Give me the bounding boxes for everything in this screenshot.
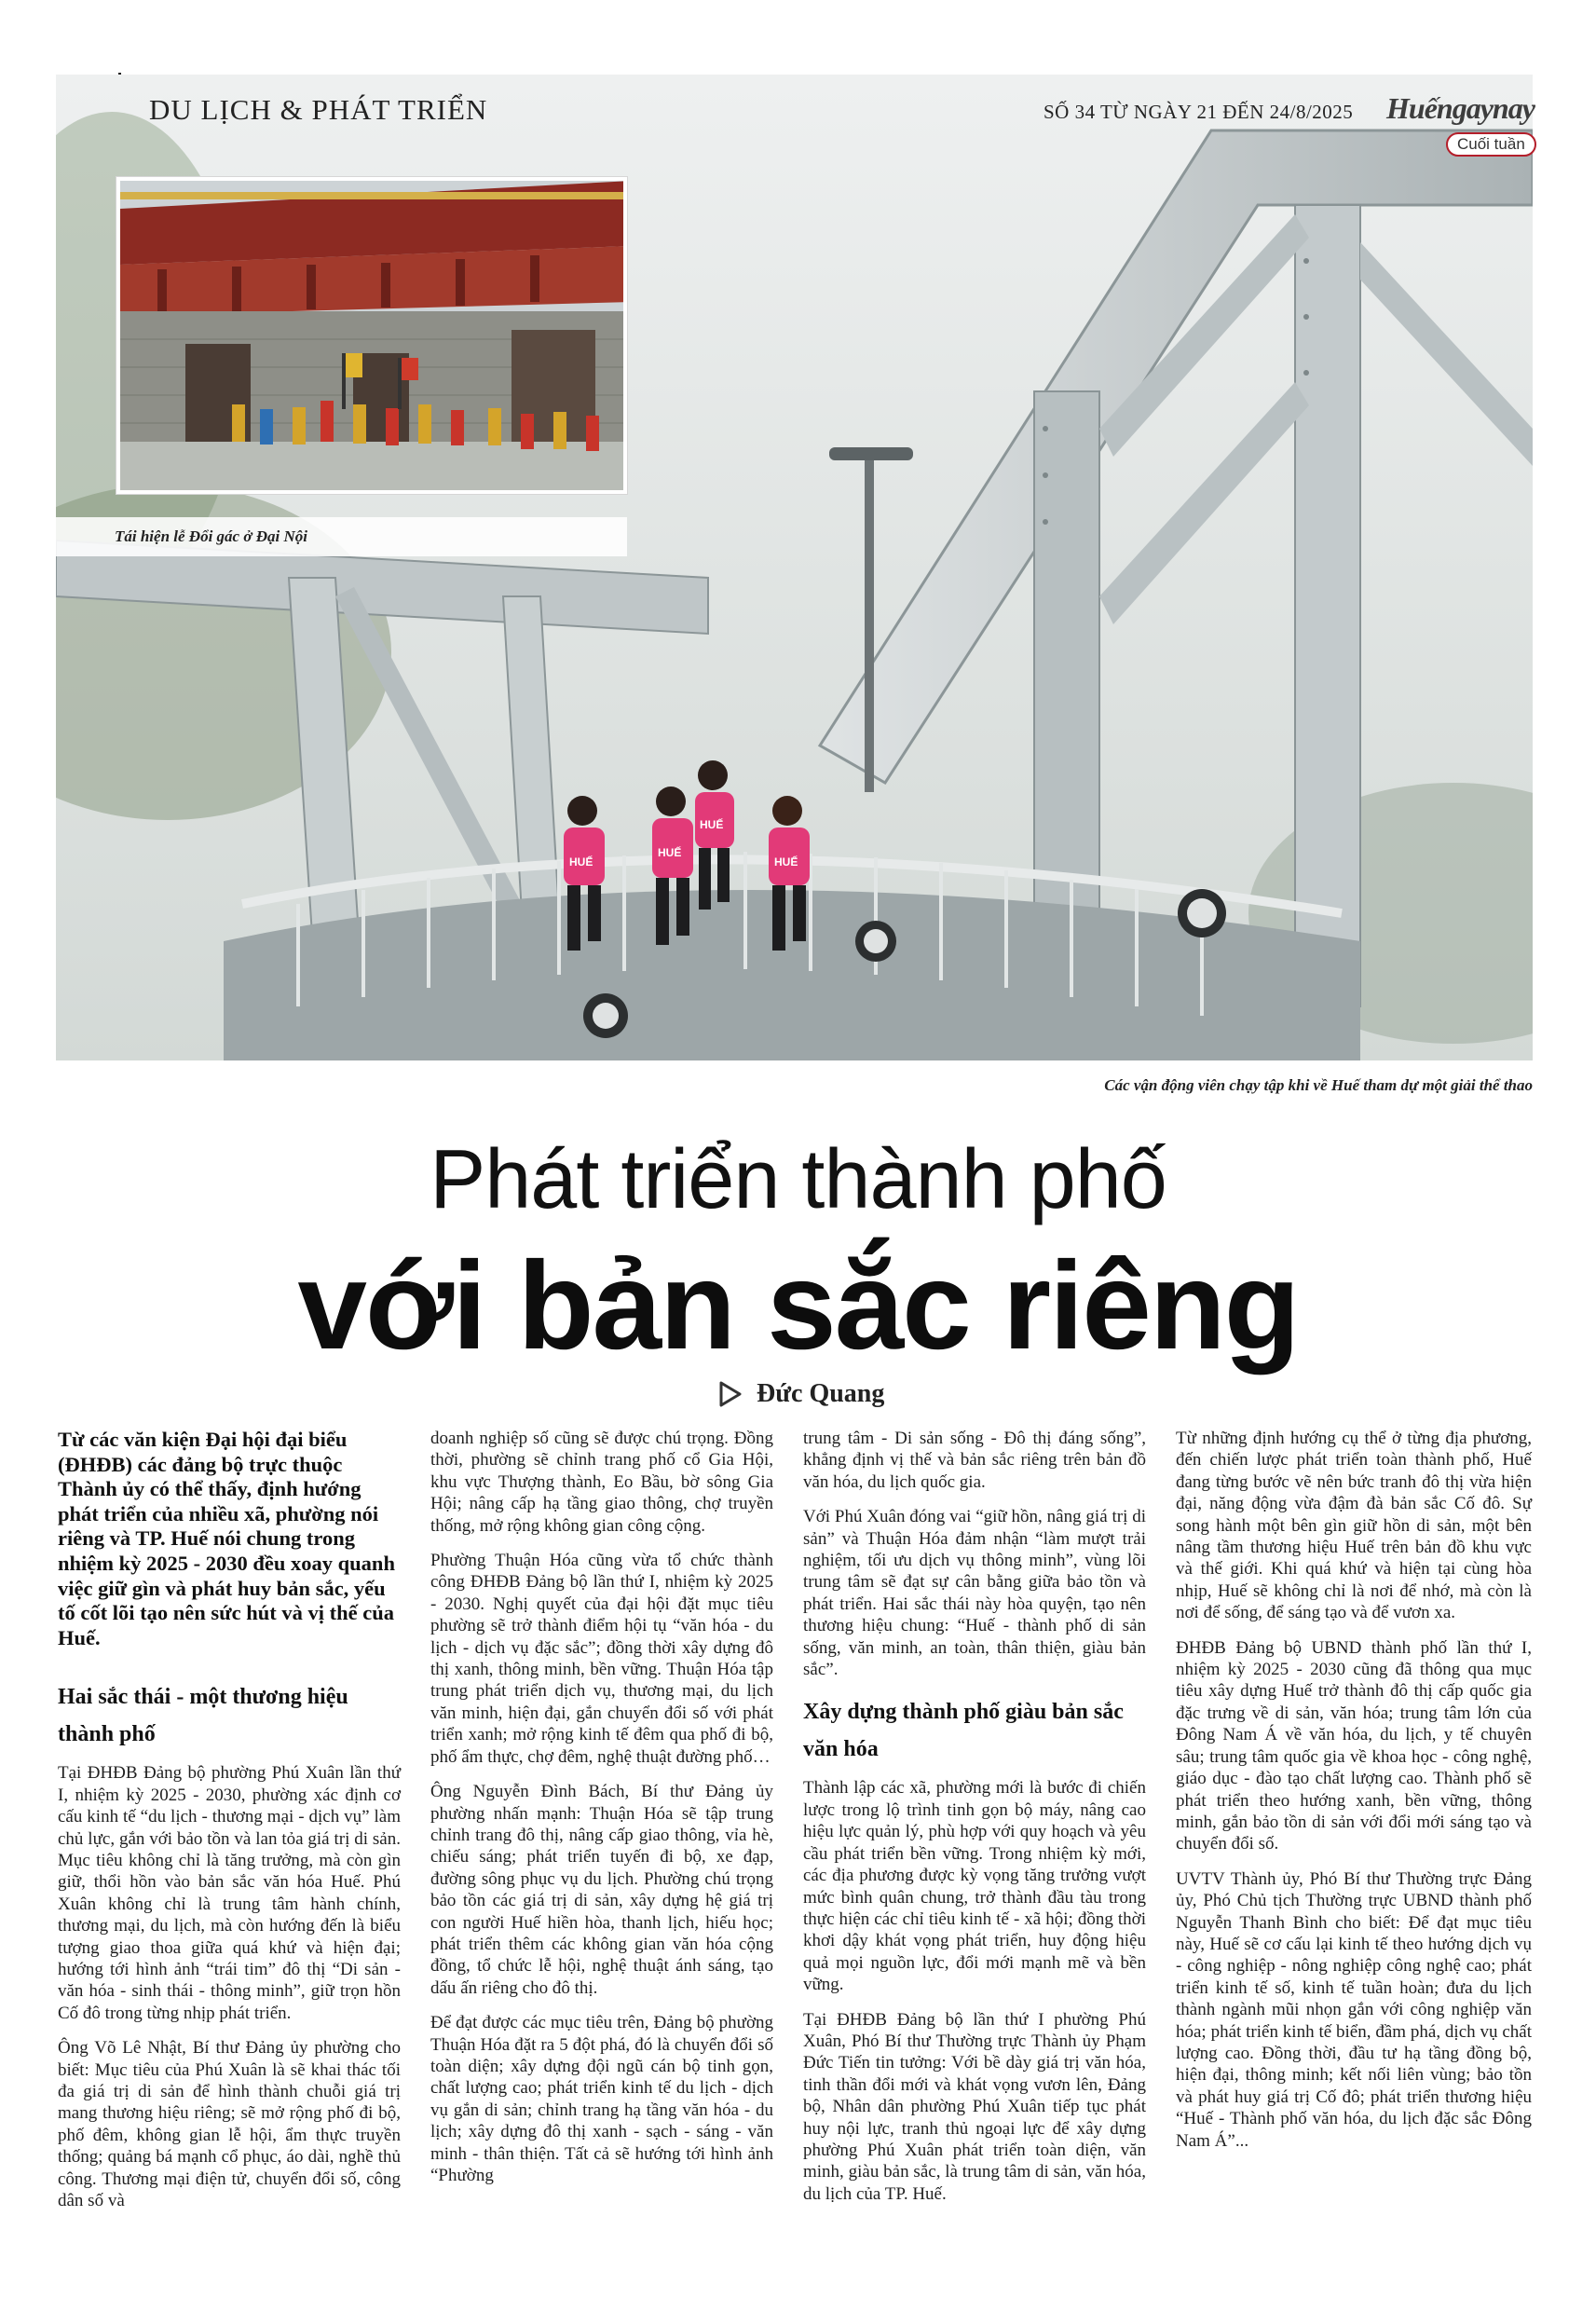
article-column-2 [430, 1428, 773, 2199]
paragraph: Tại ĐHĐB Đảng bộ phường Phú Xuân lần thứ I, nhiệm kỳ 2025 - 2030, phường xác định cơ cấu kinh tế “du lịch - thương mại - dịch vụ” làm chủ lực, gắn với bảo tồn và lan tỏa giá trị di sản. Mục tiêu không chỉ là tăng trưởng, mà còn gìn giữ, thổi hồn vào bản sắc văn hóa Huế. Phú Xuân không chỉ là trung tâm hành chính, thương mại, du lịch, mà còn hướng đến là biểu tượng giao thoa giữa quá khứ và hiện đại; hướng tới hình ảnh “trái tim” đô thị “Di sản - văn hóa - sinh thái - thông minh”, giữ trọn hồn Cố đô trong từng nhịp phát triển. [58, 1763, 401, 2023]
inset-photo-guard-ceremony [116, 177, 627, 494]
section-title: DU LỊCH & PHÁT TRIỂN [149, 93, 488, 126]
byline [717, 1379, 884, 1409]
subhead-1: Hai sắc thái - một thương hiệu thành phố [58, 1685, 348, 1747]
paragraph: Với Phú Xuân đóng vai “giữ hồn, nâng giá trị di sản” và Thuận Hóa đảm nhận “làm mượt trải nghiệm, tối ưu dịch vụ thông minh”, vùng lõi trung tâm sẽ đạt sự cân bằng giữa bảo tồn và phát triển. Hai sắc thái này hòa quyện, tạo nên thương hiệu chung: “Huế - thành phố di sản sống, văn minh, an toàn, thân thiện, giàu bản sắc”. [803, 1507, 1146, 1680]
paragraph: trung tâm - Di sản sống - Đô thị đáng sống”, khẳng định vị thế và bản sắc riêng trên bản đồ văn hóa, du lịch quốc gia. [803, 1429, 1146, 1492]
main-photo-caption: Các vận động viên chạy tập khi về Huế tham dự một giải thể thao [1104, 1076, 1533, 1094]
runner-shirt-text: HUẾ [774, 855, 798, 869]
issue-info: SỐ 34 TỪ NGÀY 21 ĐẾN 24/8/2025 [1044, 101, 1354, 123]
paragraph: Ông Nguyễn Đình Bách, Bí thư Đảng ủy phường nhấn mạnh: Thuận Hóa sẽ tập trung chỉnh trang đô thị, nâng cấp giao thông, vỉa hè, chiếu sáng; phát triển tuyến đi bộ, xe đạp, đường sông phục vụ du lịch. Phường chú trọng bảo tồn các giá trị di sản, xây dựng hệ giá trị con người Huế hiền hòa, thanh lịch, hiếu học; phát triển thêm các không gian văn hóa cộng đồng, tổ chức lễ hội, nghệ thuật ánh sáng, tạo dấu ấn riêng cho đô thị. [430, 1782, 773, 1998]
runner-shirt-text: HUẾ [569, 855, 593, 869]
paragraph: Ông Võ Lê Nhật, Bí thư Đảng ủy phường cho biết: Mục tiêu của Phú Xuân là sẽ khai thác tối đa giá trị di sản để hình thành chuỗi giá trị mang thương hiệu riêng; sẽ mở rộng phố đi bộ, phố đêm, không gian lễ hội, ẩm thực truyền thống; quảng bá mạnh cổ phục, áo dài, nghề thủ công. Thương mại điện tử, chuyển đổi số, công dân số và [58, 2038, 401, 2211]
masthead-logo: Huếngaynay [1386, 91, 1535, 125]
paragraph: ĐHĐB Đảng bộ UBND thành phố lần thứ I, nhiệm kỳ 2025 - 2030 cũng đã thông qua mục tiêu xây dựng Huế trở thành đô thị cấp quốc gia đặc trưng về di sản, văn hóa; trung tâm lớn của Đông Nam Á về văn hóa, du lịch, y tế chuyên sâu; trung tâm quốc gia về khoa học - công nghệ, giáo dục - đào tạo chất lượng cao. Thành phố sẽ phát triển theo hướng xanh, bền vững, thông minh, gắn bảo tồn di sản với đổi mới sáng tạo và chuyển đổi số. [1176, 1637, 1532, 1854]
article-column-4 [1176, 1428, 1532, 2165]
headline-line-2: với bản sắc riêng [297, 1237, 1299, 1375]
subhead-2: Xây dựng thành phố giàu bản sắc văn hóa [803, 1700, 1124, 1762]
paragraph: Từ những định hướng cụ thể ở từng địa phương, đến chiến lược phát triển toàn thành phố, Huế đang từng bước vẽ nên bức tranh đô thị vừa hiện đại, năng động vừa đậm đà bản sắc Cố đô. Sự song hành một bên gìn giữ hồn di sản, một bên nâng tầm thương hiệu Huế trên bản đồ khu vực và thế giới. Khi quá khứ và hiện tại cùng hòa nhịp, Huế sẽ không chỉ là nơi để nhớ, mà còn là nơi để sống, để sáng tạo và để vươn xa. [1176, 1429, 1532, 1623]
palace-illustration [120, 181, 627, 494]
paragraph: Phường Thuận Hóa cũng vừa tổ chức thành công ĐHĐB Đảng bộ lần thứ I, nhiệm kỳ 2025 - 2030. Nghị quyết của đại hội đặt mục tiêu phường sẽ trở thành điểm hội tụ “văn hóa - du lịch - dịch vụ đặc sắc”; đồng thời xây dựng đô thị xanh, thông minh, bền vững. Thuận Hóa tập trung phát triển dịch vụ, thương mại, du lịch văn minh, hiện đại, gắn chuyển đổi số với phát triển xanh; mở rộng kinh tế đêm qua phố đi bộ, phố ẩm thực, chợ đêm, nghệ thuật đường phố… [430, 1551, 773, 1767]
headline-line-1: Phát triển thành phố [430, 1133, 1166, 1226]
article-column-1 [58, 1428, 401, 2224]
runner-shirt-text: HUẾ [700, 818, 724, 831]
masthead-weekend-badge: Cuối tuần [1446, 132, 1536, 157]
paragraph: doanh nghiệp số cũng sẽ được chú trọng. Đồng thời, phường sẽ chỉnh trang phố cổ Gia Hội, khu vực Thượng thành, Eo Bầu, bờ sông Gia Hội; nâng cấp hạ tầng giao thông, chợ truyền thống, mở rộng không gian công cộng. [430, 1429, 773, 1536]
paragraph: Để đạt được các mục tiêu trên, Đảng bộ phường Thuận Hóa đặt ra 5 đột phá, đó là chuyển đổi số toàn diện; xây dựng đội ngũ cán bộ tinh gọn, chất lượng cao; phát triển kinh tế du lịch - dịch vụ gắn di sản; chỉnh trang hạ tầng văn hóa - du lịch; xây dựng đô thị xanh - sạch - sáng - văn minh - thân thiện. Tất cả sẽ hướng tới hình ảnh “Phường [430, 2013, 773, 2185]
paragraph: Tại ĐHĐB Đảng bộ lần thứ I phường Phú Xuân, Phó Bí thư Thường trực Thành ủy Phạm Đức Tiến tin tưởng: Với bề dày giá trị văn hóa, tinh thần đổi mới và khát vọng vươn lên, Đảng bộ, Nhân dân phường Phú Xuân tiếp tục phát huy nội lực, tranh thủ ngoại lực để xây dựng phường Phú Xuân phát triển toàn diện, văn minh, giàu bản sắc, là trung tâm di sản, văn hóa, du lịch của TP. Huế. [803, 2009, 1146, 2204]
paragraph: UVTV Thành ủy, Phó Bí thư Thường trực Đảng ủy, Phó Chủ tịch Thường trực UBND thành phố Nguyễn Thanh Bình cho biết: Để đạt mục tiêu này, Huế sẽ cơ cấu lại kinh tế theo hướng dịch vụ - công nghiệp - nông nghiệp công nghệ cao; phát triển kinh tế số, kinh tế tuần hoàn; đưa du lịch thành ngành mũi nhọn gắn với công nghiệp văn hóa; phát triển kinh tế biển, đầm phá, dịch vụ chất lượng cao. Đồng thời, đầu tư hạ tầng đồng bộ, hiện đại, thông minh; kết nối liên vùng; bảo tồn và phát huy giá trị Cố đô; phát triển thương hiệu “Huế - Thành phố văn hóa, du lịch đặc sắc Đông Nam Á”... [1176, 1868, 1532, 2151]
article-column-3 [803, 1428, 1146, 2218]
paragraph: Thành lập các xã, phường mới là bước đi chiến lược trong lộ trình tinh gọn bộ máy, nâng cao hiệu lực quản lý, phù hợp với quy hoạch và yêu cầu phát triển bền vững. Trong nhiệm kỳ mới, các địa phương được kỳ vọng tăng trưởng vượt mức bình quân chung, trở thành đầu tàu trong thực hiện các chỉ tiêu kinh tế - xã hội; đồng thời khơi dậy khát vọng phát triển, huy động hiệu quả mọi nguồn lực, đổi mới mạnh mẽ và bền vững. [803, 1778, 1146, 1995]
article-lead: Từ các văn kiện Đại hội đại biểu (ĐHĐB) các đảng bộ trực thuộc Thành ủy có thể thấy, định hướng phát triển của nhiều xã, phường nói riêng và TP. Huế nói chung trong nhiệm kỳ 2025 - 2030 đều xoay quanh việc giữ gìn và phát huy bản sắc, yếu tố cốt lõi tạo nên sức hút và vị thế của Huế. [58, 1428, 395, 1649]
author-name: Đức Quang [757, 1379, 885, 1408]
runner-shirt-text: HUẾ [658, 846, 682, 859]
play-triangle-icon [717, 1380, 743, 1408]
inset-photo-caption: Tái hiện lễ Đổi gác ở Đại Nội [115, 527, 307, 545]
